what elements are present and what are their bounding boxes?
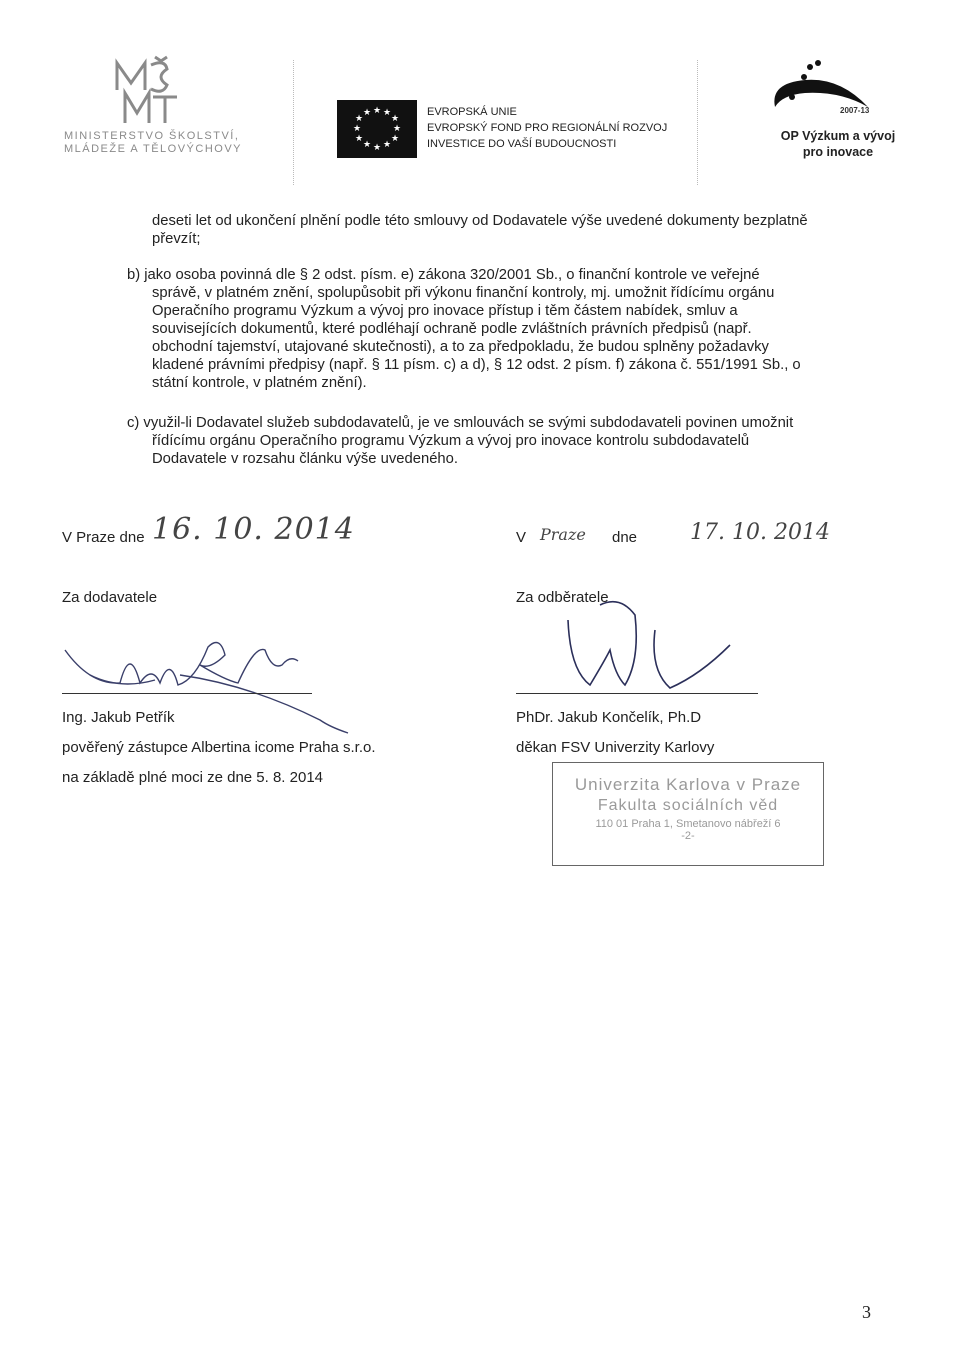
paragraph-c — [127, 414, 927, 468]
text-line: kladené právními předpisy (např. § 11 písm. c) a d), § 12 odst. 2 písm. f) zákona č. 551/1991 Sb., o — [152, 357, 801, 373]
date-label-right: dne — [612, 529, 638, 546]
place-date-label-left: V Praze dne — [62, 529, 145, 546]
svg-text:★: ★ — [355, 114, 364, 124]
svg-text:★: ★ — [391, 134, 400, 144]
signature-line-right — [516, 693, 758, 694]
ministry-name — [64, 130, 242, 156]
eu-text — [427, 104, 667, 152]
msmt-logo — [105, 55, 225, 125]
page-number: 3 — [862, 1302, 871, 1322]
handwritten-place-right: Praze — [540, 525, 586, 544]
text-line: státní kontrole, v platném znění). — [152, 375, 367, 391]
op-name — [768, 128, 908, 160]
signature-line-left — [62, 693, 312, 694]
for-customer-label: Za odběratele — [516, 589, 609, 606]
svg-text:★: ★ — [391, 114, 400, 124]
university-stamp — [552, 762, 824, 866]
svg-text:★: ★ — [363, 140, 372, 150]
header — [0, 0, 960, 200]
op-years: 2007-13 — [840, 106, 870, 115]
divider — [293, 60, 294, 185]
text-line: Dodavatele v rozsahu článku výše uvedeného. — [152, 451, 458, 467]
handwritten-date-right: 17. 10. 2014 — [690, 520, 830, 545]
supplier-role: pověřený zástupce Albertina icome Praha s.r.o. — [62, 739, 376, 756]
eu-line3: INVESTICE DO VAŠÍ BUDOUCNOSTI — [427, 138, 617, 150]
eu-flag — [337, 100, 417, 158]
text-line: řídícímu orgánu Operačního programu Výzkum a vývoj pro inovace kontrolu subdodavatelů — [152, 433, 750, 449]
svg-text:★: ★ — [393, 124, 402, 134]
svg-text:★: ★ — [355, 134, 364, 144]
svg-text:★: ★ — [383, 108, 392, 118]
eu-line2: EVROPSKÝ FOND PRO REGIONÁLNÍ ROZVOJ — [427, 122, 668, 134]
text-line: c) využil-li Dodavatel služeb subdodavatelů, je ve smlouvách se svými subdodavateli povinen umožnit — [127, 415, 794, 431]
eu-line1: EVROPSKÁ UNIE — [427, 106, 517, 118]
stamp-line3: 110 01 Praha 1, Smetanovo nábřeží 6 — [595, 818, 781, 830]
svg-text:★: ★ — [373, 143, 382, 153]
handwritten-date-left: 16. 10. 2014 — [152, 512, 355, 547]
paragraph-b — [127, 266, 927, 392]
supplier-name: Ing. Jakub Petřík — [62, 709, 175, 726]
text-line: správě, v platném znění, spolupůsobit při výkonu finanční kontroly, mj. umožnit řídícímu orgánu — [152, 285, 775, 301]
divider — [697, 60, 698, 185]
stamp-line4: -2- — [681, 830, 695, 842]
paragraph-a — [152, 212, 912, 248]
ministry-name-line1: MINISTERSTVO ŠKOLSTVÍ, — [64, 130, 240, 142]
ministry-name-line2: MLÁDEŽE A TĚLOVÝCHOVY — [64, 143, 243, 155]
op-line1: OP Výzkum a vývoj — [780, 129, 896, 143]
text-line: deseti let od ukončení plnění podle této smlouvy od Dodavatele výše uvedené dokumenty bezplatně — [152, 213, 808, 229]
stamp-line1: Univerzita Karlova v Praze — [574, 775, 802, 794]
text-line: souvisejících dokumentů, které podléhají ochraně podle zvláštních právních předpisů (např. — [152, 321, 752, 337]
op-line2: pro inovace — [802, 145, 874, 159]
text-line: obchodní tajemství, utajované skutečnosti), a to za předpokladu, že budou splněny požadavky — [152, 339, 769, 355]
for-supplier-label: Za dodavatele — [62, 589, 158, 606]
svg-text:★: ★ — [383, 140, 392, 150]
stamp-line2: Fakulta sociálních věd — [597, 797, 779, 814]
text-line: Operačního programu Výzkum a vývoj pro inovace přístup i těm částem nabídek, smluv a — [152, 303, 738, 319]
place-prefix-right: V — [516, 529, 527, 546]
customer-name: PhDr. Jakub Končelík, Ph.D — [516, 709, 702, 726]
text-line: b) jako osoba povinná dle § 2 odst. písm. e) zákona 320/2001 Sb., o finanční kontrole ve veřejné — [127, 267, 760, 283]
svg-text:★: ★ — [353, 124, 362, 134]
supplier-basis: na základě plné moci ze dne 5. 8. 2014 — [62, 769, 324, 786]
svg-text:★: ★ — [363, 108, 372, 118]
svg-text:★: ★ — [373, 106, 382, 116]
text-line: převzít; — [152, 231, 201, 247]
signature-right — [560, 590, 760, 700]
customer-role: děkan FSV Univerzity Karlovy — [516, 739, 715, 756]
